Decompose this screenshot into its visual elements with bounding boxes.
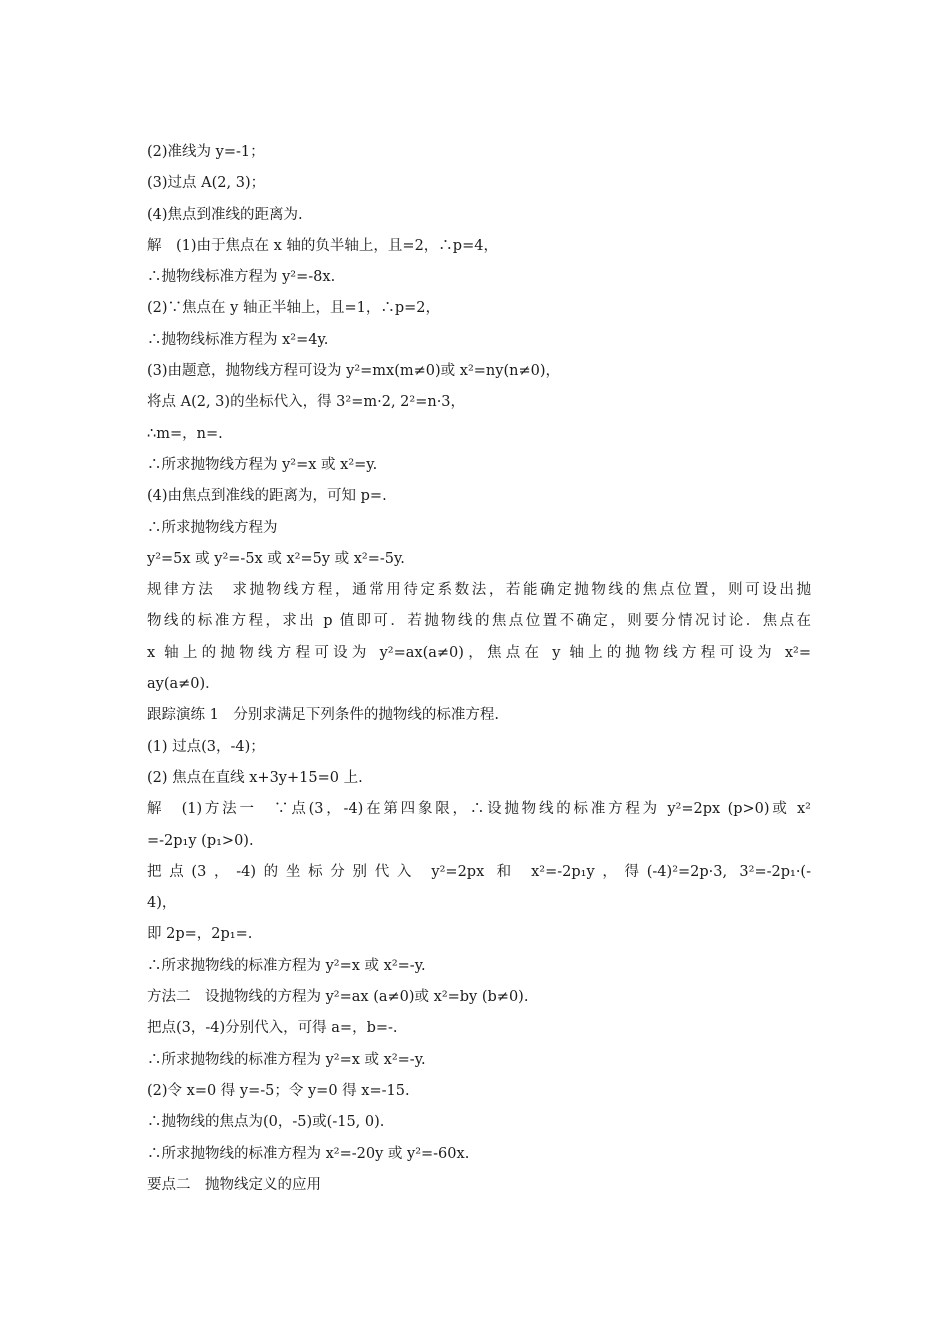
text-line: (2) 焦点在直线 x+3y+15=0 上. — [147, 769, 363, 786]
section-heading: 要点二 抛物线定义的应用 — [147, 1176, 321, 1193]
text-line: 解 (1)方法一 ∵点(3，-4)在第四象限，∴设抛物线的标准方程为 y²=2px (p>0)或 x² — [147, 801, 811, 818]
text-line: 把点(3，-4)分别代入，可得 a=，b=-. — [147, 1020, 398, 1037]
text-line: ∴所求抛物线的标准方程为 y²=x 或 x²=-y. — [147, 1051, 426, 1068]
text-line: y²=5x 或 y²=-5x 或 x²=5y 或 x²=-5y. — [147, 550, 405, 567]
text-line: (3)过点 A(2, 3)； — [147, 175, 266, 192]
text-line: ∴抛物线标准方程为 y²=-8x. — [147, 269, 336, 286]
text-line: (1) 过点(3，-4)； — [147, 738, 265, 755]
text-line: (2)∵焦点在 y 轴正半轴上，且=1，∴p=2， — [147, 300, 440, 317]
method-paragraph-line: 规律方法 求抛物线方程，通常用待定系数法，若能确定抛物线的焦点位置，则可设出抛 — [147, 582, 811, 599]
text-line: (2)准线为 y=-1； — [147, 144, 265, 160]
text-line: ∴所求抛物线方程为 y²=x 或 x²=y. — [147, 456, 378, 473]
text-line: 方法二 设抛物线的方程为 y²=ax (a≠0)或 x²=by (b≠0). — [147, 989, 529, 1006]
text-line: ∴抛物线的焦点为(0，-5)或(-15, 0). — [147, 1114, 385, 1131]
text-line: 解 (1)由于焦点在 x 轴的负半轴上，且=2，∴p=4， — [147, 237, 498, 254]
text-line: =-2p₁y (p₁>0). — [147, 832, 254, 849]
text-line: ∴m=，n=. — [147, 425, 223, 442]
text-line: 4)， — [147, 895, 177, 912]
text-line: 将点 A(2, 3)的坐标代入，得 3²=m·2, 2²=n·3， — [147, 394, 466, 411]
text-line: (4)由焦点到准线的距离为，可知 p=. — [147, 488, 387, 505]
method-paragraph-line: x 轴上的抛物线方程可设为 y²=ax(a≠0)，焦点在 y 轴上的抛物线方程可设为 x²= — [147, 644, 811, 661]
method-paragraph-line: ay(a≠0)． — [147, 676, 220, 693]
exercise-heading: 跟踪演练 1 分别求满足下列条件的抛物线的标准方程. — [147, 707, 499, 724]
text-line: ∴抛物线标准方程为 x²=4y. — [147, 331, 329, 348]
text-line: ∴所求抛物线的标准方程为 x²=-20y 或 y²=-60x. — [147, 1145, 470, 1162]
text-line: (4)焦点到准线的距离为. — [147, 206, 303, 223]
text-line: ∴所求抛物线方程为 — [147, 519, 278, 536]
text-line: ∴所求抛物线的标准方程为 y²=x 或 x²=-y. — [147, 957, 426, 974]
text-line: 把点(3，-4)的坐标分别代入 y²=2px 和 x²=-2p₁y，得(-4)²=2p·3, 3²=-2p₁·(- — [147, 863, 811, 880]
text-line: (3)由题意，抛物线方程可设为 y²=mx(m≠0)或 x²=ny(n≠0)， — [147, 363, 560, 380]
method-paragraph-line: 物线的标准方程，求出 p 值即可．若抛物线的焦点位置不确定，则要分情况讨论．焦点在 — [147, 613, 811, 630]
text-line: 即 2p=，2p₁=. — [147, 926, 253, 943]
document-body — [147, 137, 811, 1201]
text-line: (2)令 x=0 得 y=-5；令 y=0 得 x=-15. — [147, 1082, 410, 1099]
